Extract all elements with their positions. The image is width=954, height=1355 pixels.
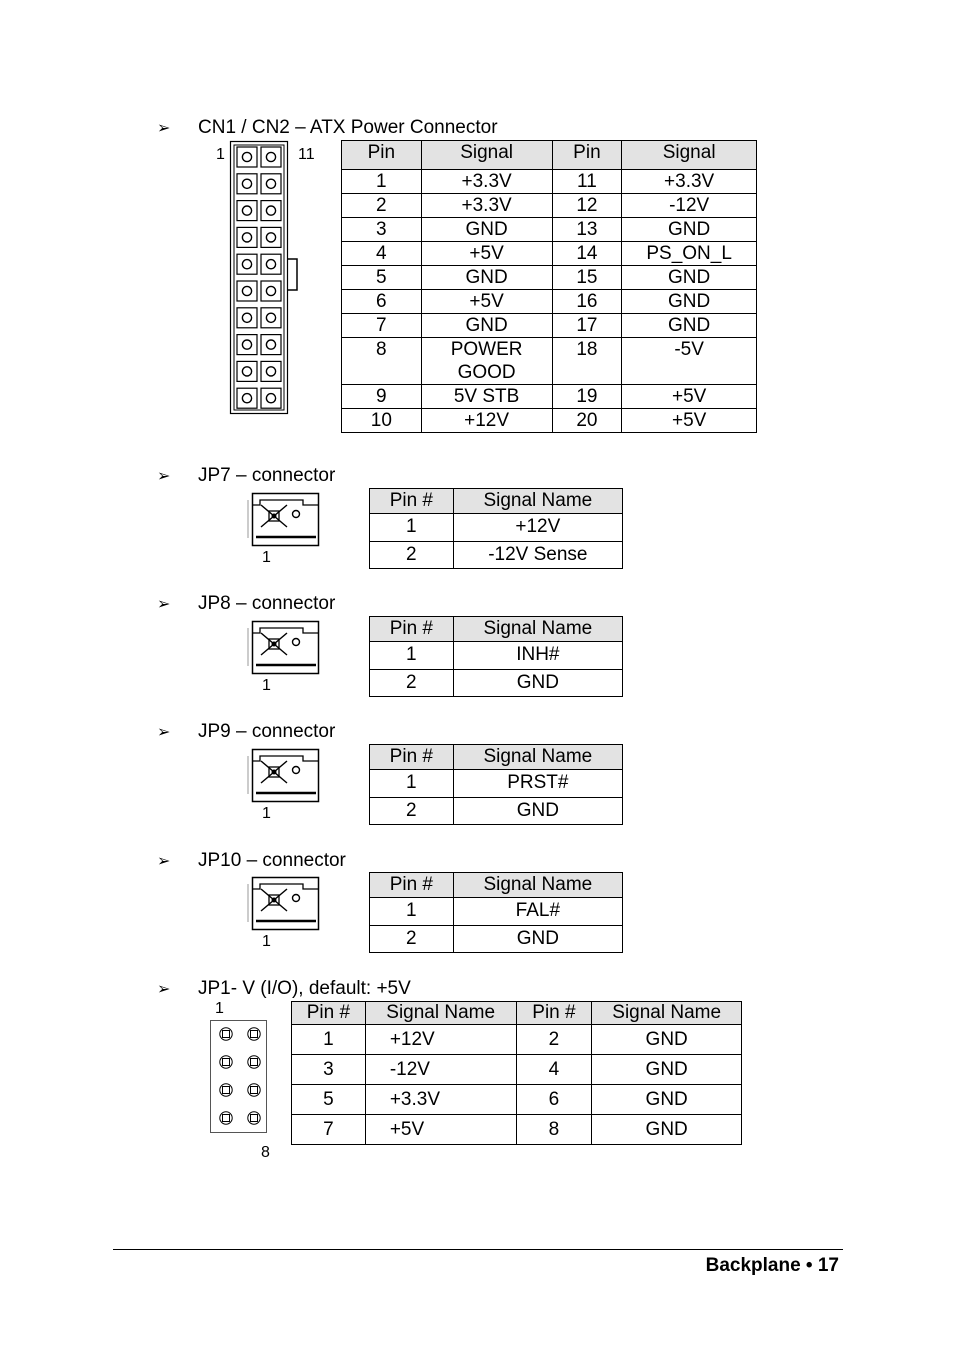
signal-cell: +5V bbox=[421, 242, 552, 266]
table-row bbox=[370, 542, 623, 569]
signal-cell: GND bbox=[421, 218, 552, 242]
bullet-icon: ➢ bbox=[157, 468, 171, 485]
pin-square-icon bbox=[261, 174, 281, 194]
table-row bbox=[370, 770, 623, 798]
table-row bbox=[342, 314, 757, 338]
table-row bbox=[342, 385, 757, 409]
table-header-row bbox=[370, 873, 623, 898]
signal-cell: GND bbox=[592, 1085, 742, 1115]
jp9-pinout-table bbox=[369, 744, 623, 825]
jp1-pin-grid bbox=[220, 1028, 260, 1124]
table-row bbox=[370, 670, 623, 697]
table-header-row bbox=[342, 141, 757, 170]
signal-cell: +5V bbox=[421, 290, 552, 314]
bullet-icon: ➢ bbox=[157, 596, 171, 613]
jp10-pinout-table bbox=[369, 872, 623, 953]
pin-square-icon bbox=[237, 147, 257, 167]
pin-cell: 2 bbox=[370, 542, 454, 569]
pin-square-icon bbox=[237, 308, 257, 328]
table-header-row bbox=[370, 489, 623, 514]
pin-cell: 3 bbox=[292, 1055, 366, 1085]
table-row bbox=[370, 898, 623, 926]
pin-square-icon bbox=[261, 361, 281, 381]
signal-cell: +5V bbox=[622, 409, 757, 433]
cn-pin-label-11: 11 bbox=[298, 146, 315, 163]
pin-cell: 9 bbox=[342, 385, 422, 409]
pin-square-icon bbox=[261, 335, 281, 355]
pin-cell: 2 bbox=[370, 798, 454, 825]
pin-square-icon bbox=[237, 227, 257, 247]
header-signal-name: Signal Name bbox=[453, 873, 622, 898]
header-pin-icon bbox=[220, 1084, 232, 1096]
pin-square-icon bbox=[261, 201, 281, 221]
header-pin: Pin bbox=[342, 141, 422, 170]
bullet-icon: ➢ bbox=[157, 120, 171, 137]
table-row bbox=[370, 642, 623, 670]
pin-square-icon bbox=[261, 227, 281, 247]
signal-cell: PS_ON_L bbox=[622, 242, 757, 266]
jp8-pin-label: 1 bbox=[262, 677, 271, 694]
cn-pin-label-1: 1 bbox=[216, 146, 225, 163]
header-signal-name: Signal Name bbox=[453, 745, 622, 770]
pin-square-icon bbox=[237, 388, 257, 408]
pin-square-icon bbox=[261, 281, 281, 301]
footer-rule bbox=[113, 1249, 843, 1250]
header-pin: Pin # bbox=[370, 489, 454, 514]
pin-cell: 6 bbox=[516, 1085, 592, 1115]
signal-cell: GND bbox=[421, 314, 552, 338]
jp1-pin-label-1: 1 bbox=[215, 1000, 224, 1017]
table-row bbox=[292, 1085, 742, 1115]
bullet-icon: ➢ bbox=[157, 853, 171, 870]
signal-cell: +12V bbox=[365, 1025, 516, 1055]
jp7-connector-diagram bbox=[247, 492, 323, 550]
signal-cell: +3.3V bbox=[421, 170, 552, 194]
header-pin: Pin # bbox=[292, 1002, 366, 1025]
pin-cell: 5 bbox=[342, 266, 422, 290]
pin-square-icon bbox=[237, 174, 257, 194]
cn-pinout-table bbox=[341, 140, 757, 433]
pin-square-icon bbox=[261, 254, 281, 274]
table-row bbox=[292, 1025, 742, 1055]
signal-cell: -12V bbox=[365, 1055, 516, 1085]
signal-cell: INH# bbox=[453, 642, 622, 670]
pin-cell: 2 bbox=[370, 670, 454, 697]
header-signal-name: Signal Name bbox=[365, 1002, 516, 1025]
signal-cell: POWER GOOD bbox=[421, 338, 552, 385]
pin-cell: 1 bbox=[370, 642, 454, 670]
header-pin-icon bbox=[220, 1056, 232, 1068]
pin-cell: 2 bbox=[342, 194, 422, 218]
pin-square-icon bbox=[261, 388, 281, 408]
pin-square-icon bbox=[261, 308, 281, 328]
atx-connector-diagram bbox=[228, 139, 302, 417]
signal-cell: GND bbox=[592, 1025, 742, 1055]
signal-cell: GND bbox=[592, 1115, 742, 1145]
pin-cell: 1 bbox=[292, 1025, 366, 1055]
signal-cell: +5V bbox=[365, 1115, 516, 1145]
pin-square-icon bbox=[237, 254, 257, 274]
pin-cell: 18 bbox=[552, 338, 622, 385]
table-row bbox=[342, 242, 757, 266]
pin-cell: 13 bbox=[552, 218, 622, 242]
jp1-pin-label-8: 8 bbox=[261, 1144, 270, 1161]
signal-cell: GND bbox=[453, 798, 622, 825]
table-row bbox=[292, 1055, 742, 1085]
pin-cell: 2 bbox=[516, 1025, 592, 1055]
pin-cell: 8 bbox=[516, 1115, 592, 1145]
header-signal-name: Signal Name bbox=[453, 617, 622, 642]
signal-cell: GND bbox=[453, 670, 622, 697]
table-row bbox=[342, 218, 757, 242]
jp9-pin-label: 1 bbox=[262, 805, 271, 822]
signal-cell: +3.3V bbox=[622, 170, 757, 194]
bullet-icon: ➢ bbox=[157, 724, 171, 741]
cn-heading: CN1 / CN2 – ATX Power Connector bbox=[198, 117, 498, 138]
jp9-heading: JP9 – connector bbox=[198, 721, 336, 742]
signal-cell: +12V bbox=[421, 409, 552, 433]
header-pin-icon bbox=[248, 1084, 260, 1096]
signal-cell: -12V Sense bbox=[453, 542, 622, 569]
table-row bbox=[342, 194, 757, 218]
jp9-connector-diagram bbox=[247, 748, 323, 806]
jp1-heading: JP1- V (I/O), default: +5V bbox=[198, 978, 411, 999]
pin-square-icon bbox=[237, 201, 257, 221]
jp8-heading: JP8 – connector bbox=[198, 593, 336, 614]
jp7-pinout-table bbox=[369, 488, 623, 569]
signal-cell: 5V STB bbox=[421, 385, 552, 409]
pin-cell: 11 bbox=[552, 170, 622, 194]
pin-cell: 1 bbox=[342, 170, 422, 194]
table-header-row bbox=[292, 1002, 742, 1025]
jp8-connector-diagram bbox=[247, 620, 323, 678]
jp7-pin-label: 1 bbox=[262, 549, 271, 566]
table-header-row bbox=[370, 617, 623, 642]
signal-cell: +3.3V bbox=[421, 194, 552, 218]
pin-cell: 1 bbox=[370, 770, 454, 798]
table-row bbox=[370, 798, 623, 825]
signal-cell: GND bbox=[622, 314, 757, 338]
header-pin: Pin # bbox=[370, 617, 454, 642]
pin-cell: 15 bbox=[552, 266, 622, 290]
bullet-icon: ➢ bbox=[157, 981, 171, 998]
pin-cell: 12 bbox=[552, 194, 622, 218]
header-pin-icon bbox=[248, 1056, 260, 1068]
jp10-pin-label: 1 bbox=[262, 933, 271, 950]
pin-cell: 17 bbox=[552, 314, 622, 338]
pin-square-icon bbox=[237, 281, 257, 301]
signal-cell: FAL# bbox=[453, 898, 622, 926]
pin-cell: 1 bbox=[370, 514, 454, 542]
signal-cell: GND bbox=[622, 290, 757, 314]
pin-cell: 2 bbox=[370, 926, 454, 953]
pin-square-icon bbox=[237, 361, 257, 381]
signal-cell: GND bbox=[622, 218, 757, 242]
jp10-connector-diagram bbox=[247, 876, 323, 934]
pin-square-icon bbox=[237, 335, 257, 355]
signal-cell: -12V bbox=[622, 194, 757, 218]
jp7-heading: JP7 – connector bbox=[198, 465, 336, 486]
table-row bbox=[342, 290, 757, 314]
signal-cell: -5V bbox=[622, 338, 757, 385]
header-pin: Pin # bbox=[370, 873, 454, 898]
jp1-header-diagram bbox=[209, 1019, 269, 1135]
signal-cell: PRST# bbox=[453, 770, 622, 798]
header-pin-icon bbox=[220, 1112, 232, 1124]
header-signal-name: Signal Name bbox=[453, 489, 622, 514]
pin-cell: 3 bbox=[342, 218, 422, 242]
pin-cell: 7 bbox=[292, 1115, 366, 1145]
header-signal: Signal bbox=[421, 141, 552, 170]
table-row bbox=[342, 409, 757, 433]
jp1-pinout-table bbox=[291, 1001, 742, 1145]
pin-cell: 8 bbox=[342, 338, 422, 385]
signal-cell: +3.3V bbox=[365, 1085, 516, 1115]
table-row bbox=[342, 338, 757, 385]
header-signal-name: Signal Name bbox=[592, 1002, 742, 1025]
header-pin-icon bbox=[220, 1028, 232, 1040]
table-header-row bbox=[370, 745, 623, 770]
pin-cell: 7 bbox=[342, 314, 422, 338]
header-pin: Pin bbox=[552, 141, 622, 170]
table-row bbox=[292, 1115, 742, 1145]
header-signal: Signal bbox=[622, 141, 757, 170]
pin-cell: 4 bbox=[342, 242, 422, 266]
signal-cell: GND bbox=[421, 266, 552, 290]
page-footer: Backplane • 17 bbox=[705, 1255, 839, 1276]
pin-cell: 16 bbox=[552, 290, 622, 314]
signal-cell: GND bbox=[453, 926, 622, 953]
table-row bbox=[342, 266, 757, 290]
signal-cell: +12V bbox=[453, 514, 622, 542]
pin-cell: 5 bbox=[292, 1085, 366, 1115]
header-pin-icon bbox=[248, 1028, 260, 1040]
signal-cell: GND bbox=[622, 266, 757, 290]
pin-cell: 10 bbox=[342, 409, 422, 433]
table-row bbox=[370, 514, 623, 542]
header-pin: Pin # bbox=[516, 1002, 592, 1025]
pin-cell: 20 bbox=[552, 409, 622, 433]
header-pin: Pin # bbox=[370, 745, 454, 770]
jp10-heading: JP10 – connector bbox=[198, 850, 346, 871]
table-row bbox=[342, 170, 757, 194]
atx-pin-grid bbox=[237, 147, 281, 408]
pin-cell: 4 bbox=[516, 1055, 592, 1085]
pin-cell: 14 bbox=[552, 242, 622, 266]
signal-cell: GND bbox=[592, 1055, 742, 1085]
pin-cell: 6 bbox=[342, 290, 422, 314]
table-row bbox=[370, 926, 623, 953]
signal-cell: +5V bbox=[622, 385, 757, 409]
pin-cell: 19 bbox=[552, 385, 622, 409]
pin-square-icon bbox=[261, 147, 281, 167]
header-pin-icon bbox=[248, 1112, 260, 1124]
jp8-pinout-table bbox=[369, 616, 623, 697]
pin-cell: 1 bbox=[370, 898, 454, 926]
